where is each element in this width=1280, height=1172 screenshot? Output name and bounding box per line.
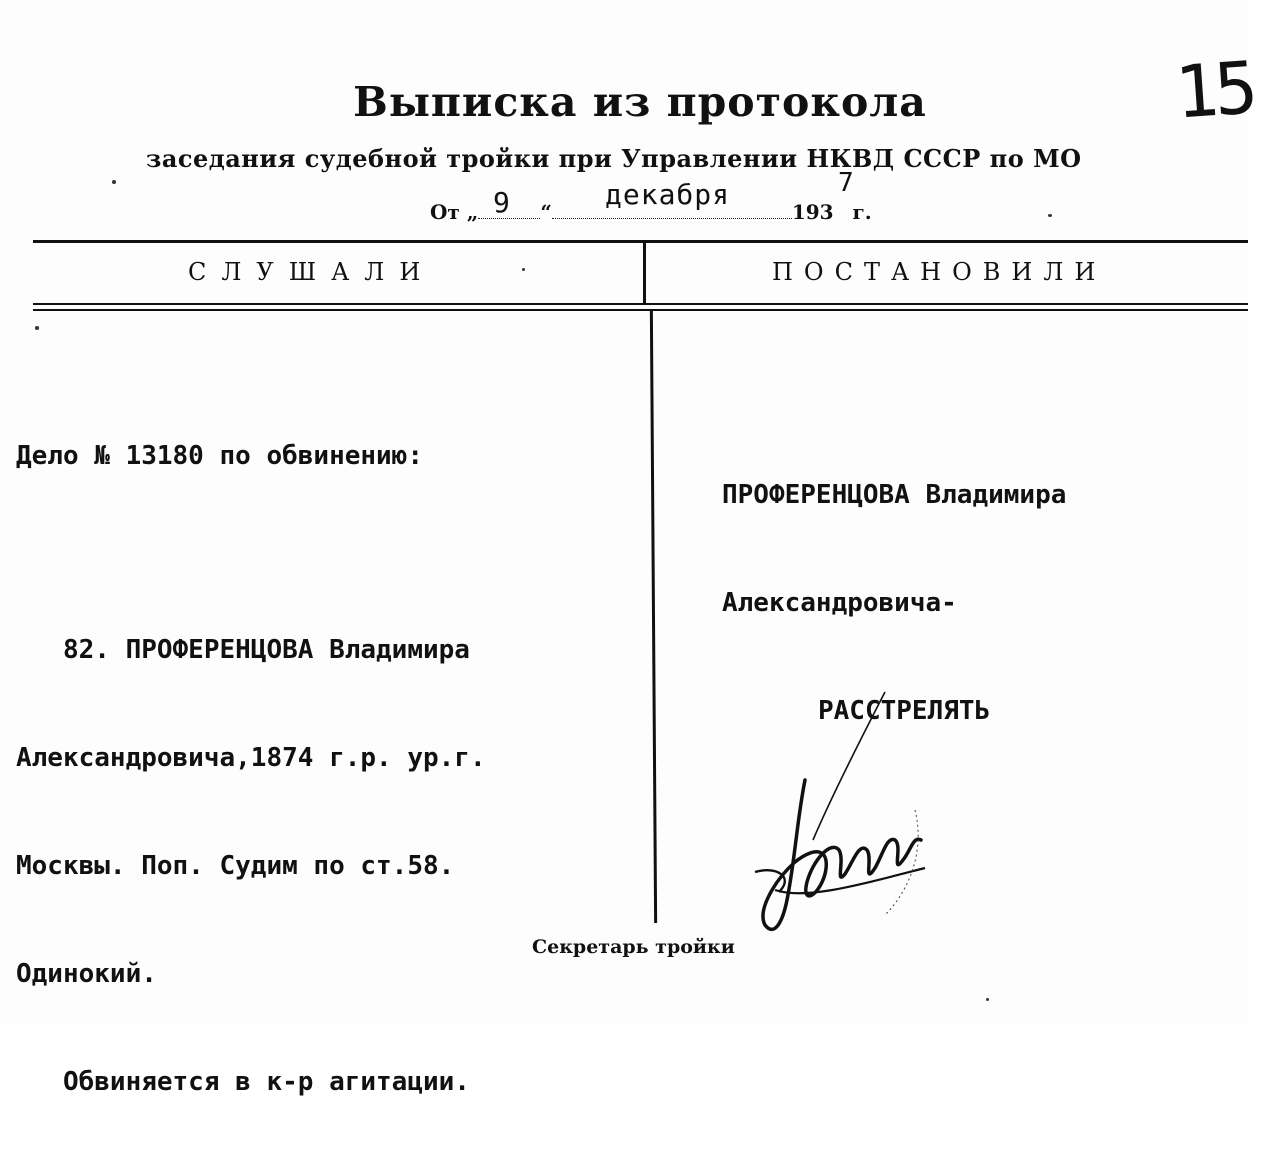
- body-column-divider: [650, 311, 657, 923]
- date-day: 9: [493, 186, 510, 219]
- sentenced-name-line: Александровича-: [722, 588, 957, 618]
- date-month: декабря: [605, 178, 731, 211]
- year-prefix: 193: [791, 200, 834, 224]
- page-number: 15: [1172, 45, 1257, 135]
- secretary-signature: [735, 690, 975, 950]
- document-subtitle: заседания судебной тройки при Управлении НКВД СССР по МО: [146, 144, 1082, 173]
- heard-column-header: СЛУШАЛИ: [188, 258, 436, 286]
- paper-speck: [112, 180, 116, 184]
- accused-details-line: Одинокий.: [16, 959, 157, 989]
- header-bottom-rule: [33, 303, 1248, 305]
- date-open-quote: „: [466, 200, 479, 224]
- decided-column-header: ПОСТАНОВИЛИ: [772, 258, 1107, 286]
- secretary-label: Секретарь тройки: [532, 936, 735, 958]
- sentenced-name-line: ПРОФЕРЕНЦОВА Владимира: [722, 480, 1067, 510]
- accused-name-line: 82. ПРОФЕРЕНЦОВА Владимира: [16, 635, 470, 665]
- date-year-digit: 7: [838, 168, 854, 198]
- verdict-text: РАССТРЕЛЯТЬ: [818, 696, 991, 726]
- header-bottom-rule-double: [33, 309, 1248, 311]
- year-suffix: г.: [852, 200, 872, 224]
- accused-details-line: Москвы. Поп. Судим по ст.58.: [16, 851, 455, 881]
- document-title: Выписка из протокола: [353, 78, 927, 126]
- case-number-line: Дело № 13180 по обвинению:: [16, 441, 423, 471]
- paper-speck: [1048, 214, 1052, 217]
- date-close-quote: “: [540, 200, 552, 224]
- paper-speck: [986, 998, 989, 1001]
- heard-text: [16, 366, 486, 1172]
- header-column-divider: [643, 242, 646, 304]
- paper-speck: [522, 268, 525, 271]
- accused-details-line: Александровича,1874 г.р. ур.г.: [16, 743, 486, 773]
- table-top-rule: [33, 240, 1248, 243]
- charge-line: Обвиняется в к-р агитации.: [16, 1067, 470, 1097]
- date-prefix: От: [430, 200, 460, 224]
- paper-speck: [35, 326, 39, 330]
